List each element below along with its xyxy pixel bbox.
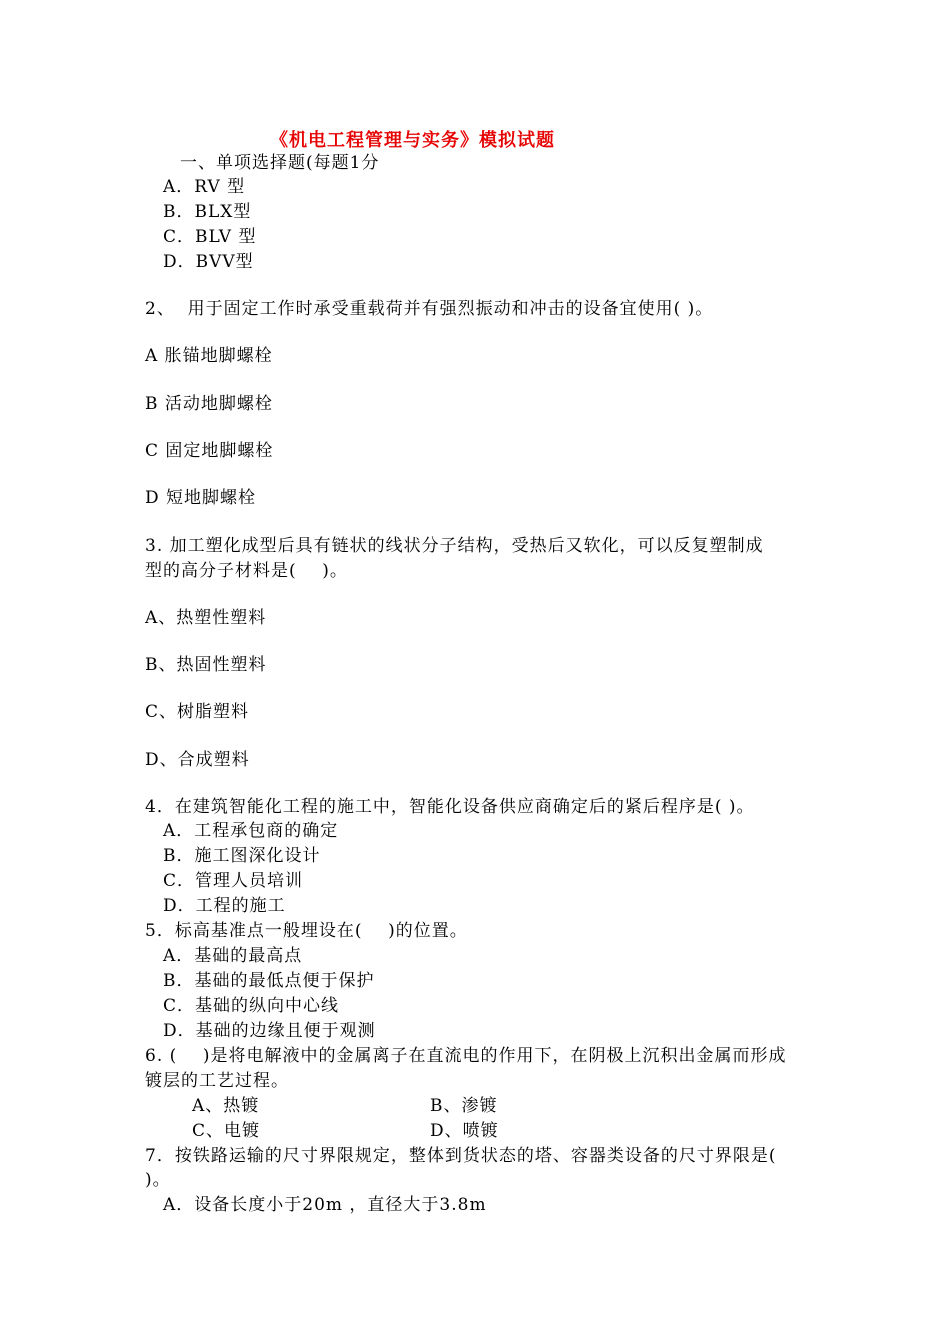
q7-option-a: A．设备长度小于20m ，直径大于3.8m [163, 1195, 487, 1215]
q1-option-d: D．BVV型 [163, 252, 254, 272]
q5-option-a: A．基础的最高点 [163, 946, 303, 966]
q6-option-b: B、渗镀 [430, 1096, 498, 1116]
q5-option-c: C．基础的纵向中心线 [163, 996, 340, 1016]
q1-option-a: A．RV 型 [163, 177, 246, 197]
q3-option-a: A、热塑性塑料 [145, 608, 267, 628]
q2-option-d: D 短地脚螺栓 [145, 488, 257, 508]
q3-stem-line1: 3. 加工塑化成型后具有链状的线状分子结构，受热后又软化，可以反复塑制成 [145, 536, 764, 556]
q6-option-d: D、喷镀 [430, 1121, 499, 1141]
q2-option-c: C 固定地脚螺栓 [145, 441, 274, 461]
section-heading: 一、单项选择题(每题1分 [180, 153, 380, 173]
q6-option-a: A、热镀 [192, 1096, 260, 1116]
q6-option-c: C、电镀 [192, 1121, 261, 1141]
q6-stem-line2: 镀层的工艺过程。 [145, 1071, 289, 1091]
q3-option-c: C、树脂塑料 [145, 702, 250, 722]
q1-option-b: B．BLX型 [163, 202, 252, 222]
q4-stem: 4．在建筑智能化工程的施工中，智能化设备供应商确定后的紧后程序是( )。 [145, 797, 755, 817]
q3-option-b: B、热固性塑料 [145, 655, 267, 675]
q6-stem-line1: 6. ( )是将电解液中的金属离子在直流电的作用下，在阴极上沉积出金属而形成 [145, 1046, 787, 1066]
q4-option-a: A．工程承包商的确定 [163, 821, 339, 841]
q5-option-d: D．基础的边缘且便于观测 [163, 1021, 376, 1041]
q1-option-c: C．BLV 型 [163, 227, 257, 247]
q5-option-b: B．基础的最低点便于保护 [163, 971, 375, 991]
q4-option-c: C．管理人员培训 [163, 871, 304, 891]
q4-option-d: D．工程的施工 [163, 896, 286, 916]
document-title: 《机电工程管理与实务》模拟试题 [270, 130, 555, 151]
q7-stem-line2: )。 [145, 1170, 171, 1190]
q2-option-b: B 活动地脚螺栓 [145, 394, 273, 414]
q3-stem-line2: 型的高分子材料是( )。 [145, 561, 348, 581]
q5-stem: 5．标高基准点一般埋设在( )的位置。 [145, 921, 468, 941]
q7-stem-line1: 7．按铁路运输的尺寸界限规定，整体到货状态的塔、容器类设备的尺寸界限是( [145, 1146, 777, 1166]
q3-option-d: D、合成塑料 [145, 750, 250, 770]
q2-option-a: A 胀锚地脚螺栓 [145, 346, 273, 366]
q4-option-b: B．施工图深化设计 [163, 846, 321, 866]
q2-stem: 2、 用于固定工作时承受重载荷并有强烈振动和冲击的设备宜使用( )。 [145, 299, 714, 319]
